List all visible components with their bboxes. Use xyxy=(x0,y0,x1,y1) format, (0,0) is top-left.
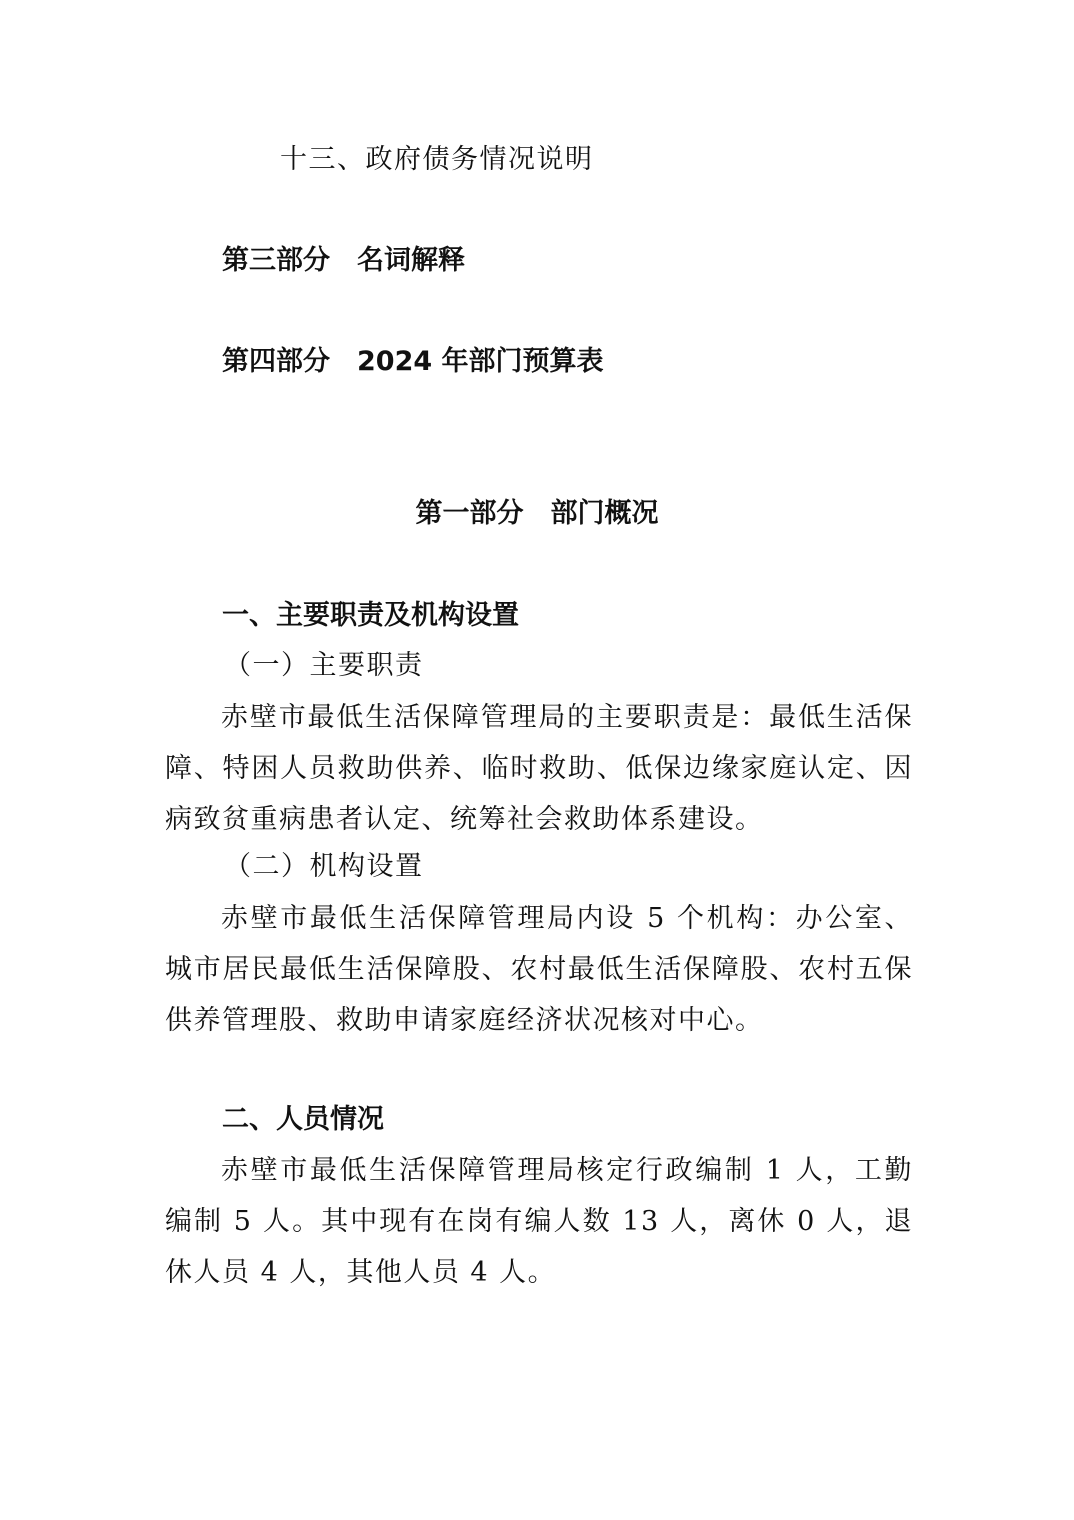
section2-paragraph: 赤壁市最低生活保障管理局核定行政编制 1 人，工勤编制 5 人。其中现有在岗有编人数 13 人，离休 0 人，退休人员 4 人，其他人员 4 人。 xyxy=(165,1155,913,1288)
section1-heading: 一、主要职责及机构设置 xyxy=(222,600,519,631)
toc-part3-heading: 第三部分 名词解释 xyxy=(222,245,465,276)
section1-sub2-heading: （二）机构设置 xyxy=(224,851,424,882)
section2-heading: 二、人员情况 xyxy=(222,1104,384,1135)
toc-item-13: 十三、政府债务情况说明 xyxy=(280,144,594,175)
section1-sub2-paragraph: 赤壁市最低生活保障管理局内设 5 个机构：办公室、城市居民最低生活保障股、农村最低生活保障股、农村五保供养管理股、救助申请家庭经济状况核对中心。 xyxy=(165,903,913,1036)
toc-part4-heading: 第四部分 2024 年部门预算表 xyxy=(222,346,604,377)
section1-sub1-heading: （一）主要职责 xyxy=(224,650,424,681)
part1-title: 第一部分 部门概况 xyxy=(415,498,659,529)
section1-sub1-paragraph: 赤壁市最低生活保障管理局的主要职责是：最低生活保障、特困人员救助供养、临时救助、低保边缘家庭认定、因病致贫重病患者认定、统筹社会救助体系建设。 xyxy=(165,702,913,835)
